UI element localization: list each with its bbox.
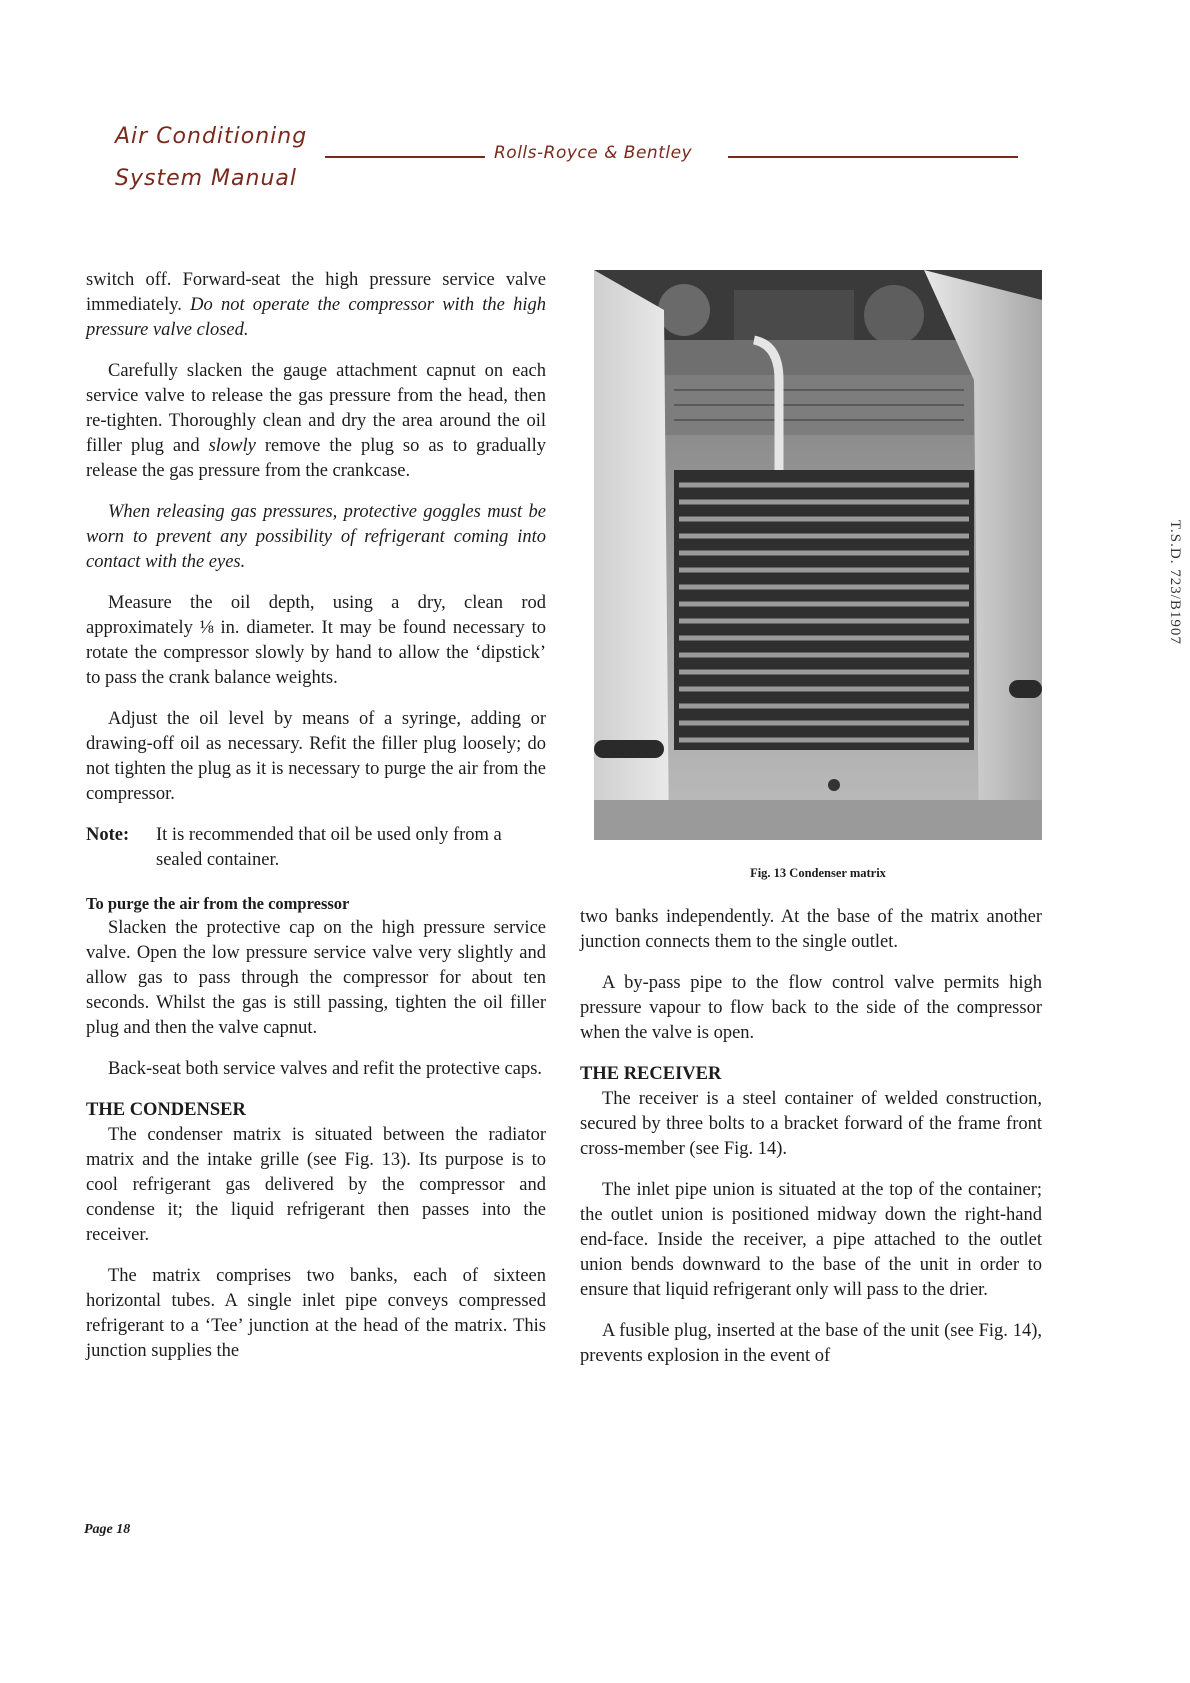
page-number: Page 18	[84, 1522, 131, 1537]
note-block	[86, 823, 546, 873]
left-column	[86, 268, 546, 1380]
paragraph-back-seat: Back-seat both service valves and refit the protective caps.	[108, 1059, 543, 1079]
paragraph-bypass-pipe: A by-pass pipe to the flow control valve permits high pressure vapour to flow back to the side of the compressor when the valve is open.	[580, 973, 1042, 1043]
paragraph-adjust-oil: Adjust the oil level by means of a syringe, adding or drawing-off oil as necessary. Refit the filler plug loosely; do not tighten the plug as it is necessary to purge the air from the compressor.	[86, 709, 546, 804]
document-reference: T.S.D. 723/B1907	[1167, 520, 1183, 645]
note-label: Note:	[86, 825, 130, 845]
header-rule-left	[325, 156, 485, 158]
manual-title-line1: Air Conditioning	[115, 124, 308, 149]
right-column	[580, 905, 1042, 1385]
heading-receiver: THE RECEIVER	[580, 1064, 722, 1084]
paragraph-slacken-capnut: Carefully slacken the gauge attachment capnut on each service valve to release the gas pressure from the head, then re-tighten. Thoroughly clean and dry the area around the oil filler plug and slowly remove the plug so as to gradually release the gas pressure from the crankcase.	[86, 361, 547, 481]
figure-caption: Fig. 13 Condenser matrix	[750, 866, 886, 880]
paragraph-fusible-plug: A fusible plug, inserted at the base of the unit (see Fig. 14), prevents explosion in the event of	[580, 1321, 1042, 1366]
header-brand: Rolls-Royce & Bentley	[494, 143, 693, 163]
paragraph-two-banks: two banks independently. At the base of the matrix another junction connects them to the single outlet.	[580, 907, 1042, 952]
paragraph-condenser-location: The condenser matrix is situated between the radiator matrix and the intake grille (see Fig. 13). Its purpose is to cool refrigerant gas delivered by the compressor and condense it; the liquid refrigerant then passes into the receiver.	[86, 1125, 546, 1245]
note-text: It is recommended that oil be used only from a sealed container.	[156, 825, 502, 870]
condenser-matrix-photo	[594, 270, 1042, 840]
paragraph-inlet-union: The inlet pipe union is situated at the top of the container; the outlet union is positioned midway down the right-hand end-face. Inside the receiver, a pipe attached to the outlet union bends downward to the base of the unit in order to ensure that liquid refrigerant only will pass to the drier.	[580, 1180, 1042, 1300]
heading-condenser: THE CONDENSER	[86, 1100, 246, 1120]
paragraph-matrix-banks: The matrix comprises two banks, each of sixteen horizontal tubes. A single inlet pipe conveys compressed refrigerant to a ‘Tee’ junction at the head of the matrix. This junction supplies the	[86, 1266, 546, 1361]
manual-title-line2: System Manual	[115, 166, 297, 191]
heading-purge-air: To purge the air from the compressor	[86, 894, 350, 913]
paragraph-measure-oil: Measure the oil depth, using a dry, clean rod approximately ⅛ in. diameter. It may be found necessary to rotate the compressor slowly by hand to allow the ‘dipstick’ to pass the crank balance weights.	[86, 593, 546, 688]
paragraph-purge-steps: Slacken the protective cap on the high pressure service valve. Open the low pressure service valve very slightly and allow gas to pass through the compressor for about ten seconds. Whilst the gas is still passing, tighten the oil filler plug and then the valve capnut.	[86, 918, 546, 1038]
paragraph-switch-off: switch off. Forward-seat the high pressure service valve immediately. Do not operate the compressor with the high pressure valve closed.	[86, 270, 546, 340]
paragraph-goggles-warning: When releasing gas pressures, protective goggles must be worn to prevent any possibility of refrigerant coming into contact with the eyes.	[86, 502, 546, 572]
header-rule-right	[728, 156, 1018, 158]
paragraph-receiver-construction: The receiver is a steel container of welded construction, secured by three bolts to a bracket forward of the frame front cross-member (see Fig. 14).	[580, 1089, 1042, 1159]
